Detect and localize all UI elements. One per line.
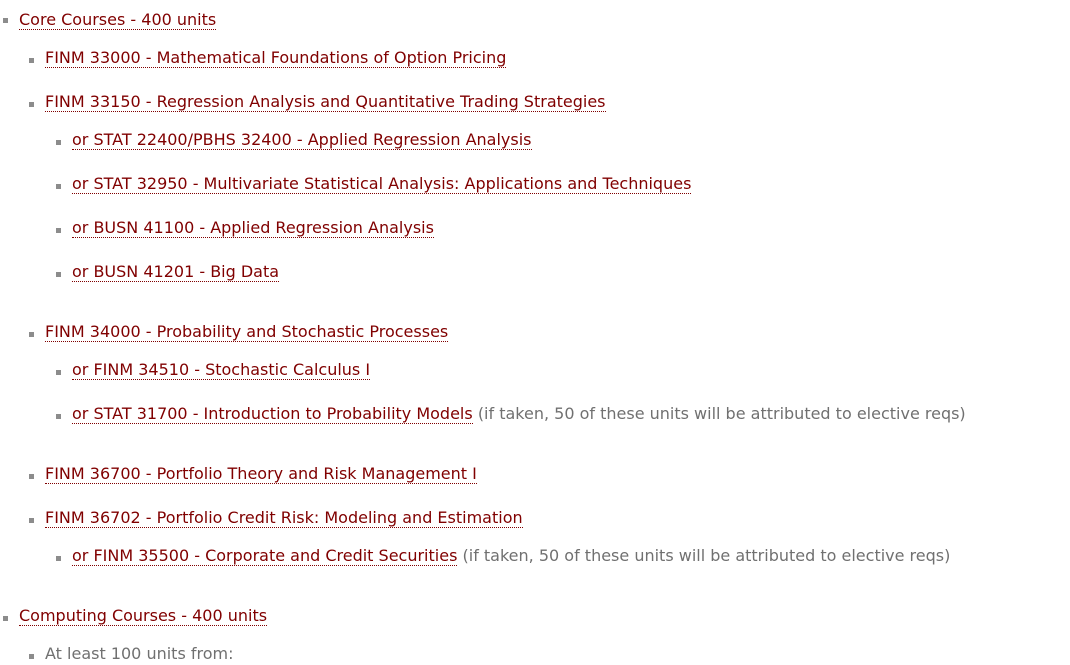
bullet-icon <box>29 58 34 63</box>
elective-note: (if taken, 50 of these units will be attributed to elective reqs) <box>477 404 966 423</box>
course-link-finm-33000[interactable]: FINM 33000 - Mathematical Foundations of Option Pricing <box>45 48 507 67</box>
computing-courses-link[interactable]: Computing Courses - 400 units <box>19 606 268 625</box>
bullet-icon <box>29 102 34 107</box>
course-item <box>45 507 523 529</box>
course-subitem <box>72 403 966 425</box>
course-link-finm-33150[interactable]: FINM 33150 - Regression Analysis and Quantitative Trading Strategies <box>45 92 606 111</box>
bullet-icon <box>56 272 61 277</box>
course-item <box>45 321 448 343</box>
bullet-icon <box>29 332 34 337</box>
course-link-stat-31700[interactable]: or STAT 31700 - Introduction to Probability Models <box>72 404 473 423</box>
course-link-finm-36702[interactable]: FINM 36702 - Portfolio Credit Risk: Modeling and Estimation <box>45 508 523 527</box>
course-link-busn-41100[interactable]: or BUSN 41100 - Applied Regression Analysis <box>72 218 434 237</box>
course-link-finm-36700[interactable]: FINM 36700 - Portfolio Theory and Risk Management I <box>45 464 477 483</box>
bullet-icon <box>56 414 61 419</box>
course-link-finm-35500[interactable]: or FINM 35500 - Corporate and Credit Securities <box>72 546 458 565</box>
bullet-icon <box>29 654 34 659</box>
course-subitem <box>72 217 434 239</box>
bullet-icon <box>3 18 8 23</box>
course-subitem <box>72 261 279 283</box>
course-link-busn-41201[interactable]: or BUSN 41201 - Big Data <box>72 262 280 281</box>
at-least-text: At least 100 units from: <box>45 644 234 663</box>
core-courses-link[interactable]: Core Courses - 400 units <box>19 10 217 29</box>
course-subitem <box>72 173 691 195</box>
bullet-icon <box>56 556 61 561</box>
elective-note: (if taken, 50 of these units will be attributed to elective reqs) <box>462 546 951 565</box>
course-link-stat-32950[interactable]: or STAT 32950 - Multivariate Statistical Analysis: Applications and Techniques <box>72 174 692 193</box>
course-link-finm-34510[interactable]: or FINM 34510 - Stochastic Calculus I <box>72 360 371 379</box>
course-subitem <box>72 359 370 381</box>
bullet-icon <box>29 474 34 479</box>
bullet-icon <box>56 370 61 375</box>
course-subitem <box>72 129 532 151</box>
course-link-stat-22400[interactable]: or STAT 22400/PBHS 32400 - Applied Regression Analysis <box>72 130 532 149</box>
bullet-icon <box>56 140 61 145</box>
course-subitem <box>72 545 950 567</box>
course-item <box>45 463 477 485</box>
course-link-finm-34000[interactable]: FINM 34000 - Probability and Stochastic Processes <box>45 322 449 341</box>
course-item <box>45 47 506 69</box>
section-computing-title-line <box>19 605 267 627</box>
section-core-title-line <box>19 9 216 31</box>
bullet-icon <box>56 184 61 189</box>
course-item <box>45 91 606 113</box>
bullet-icon <box>29 518 34 523</box>
bullet-icon <box>3 616 8 621</box>
bullet-icon <box>56 228 61 233</box>
